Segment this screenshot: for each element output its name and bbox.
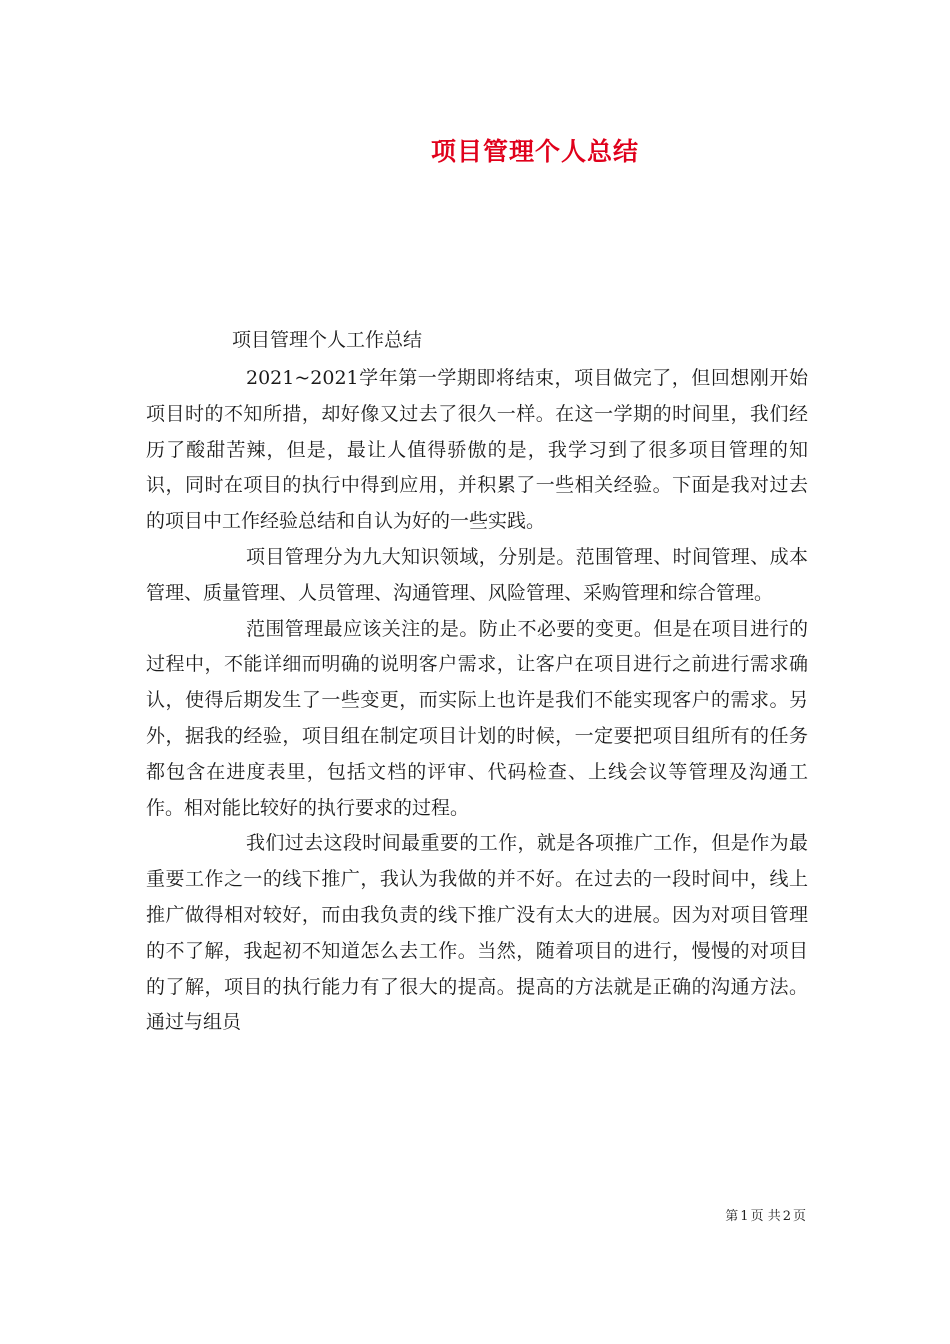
document-body xyxy=(146,361,808,1041)
paragraph-3: 范围管理最应该关注的是。防止不必要的变更。但是在项目进行的过程中，不能详细而明确的说明客户需求，让客户在项目进行之前进行需求确认，使得后期发生了一些变更，而实际上也许是我们不能实现客户的需求。另外，据我的经验，项目组在制定项目计划的时候，一定要把项目组所有的任务都包含在进度表里，包括文档的评审、代码检查、上线会议等管理及沟通工作。相对能比较好的执行要求的过程。 xyxy=(146,617,808,819)
document-title: 项目管理个人总结 xyxy=(430,137,639,166)
footer-suffix: 页 xyxy=(792,1209,806,1224)
document-subtitle: 项目管理个人工作总结 xyxy=(232,329,423,351)
page-footer xyxy=(724,1205,807,1224)
paragraph-1: 2021~2021学年第一学期即将结束，项目做完了，但回想刚开始项目时的不知所措，却好像又过去了很久一样。在这一学期的时间里，我们经历了酸甜苦辣，但是，最让人值得骄傲的是，我学习到了很多项目管理的知识，同时在项目的执行中得到应用，并积累了一些相关经验。下面是我对过去的项目中工作经验总结和自认为好的一些实践。 xyxy=(146,367,808,533)
footer-middle: 页 共 xyxy=(750,1209,781,1224)
footer-total-pages: 2 xyxy=(782,1209,791,1224)
paragraph-4: 我们过去这段时间最重要的工作，就是各项推广工作，但是作为最重要工作之一的线下推广，我认为我做的并不好。在过去的一段时间中，线上推广做得相对较好，而由我负责的线下推广没有太大的进展。因为对项目管理的不了解，我起初不知道怎么去工作。当然，随着项目的进行，慢慢的对项目的了解，项目的执行能力有了很大的提高。提高的方法就是正确的沟通方法。通过与组员 xyxy=(146,832,808,1034)
footer-current-page: 1 xyxy=(740,1209,749,1224)
footer-prefix: 第 xyxy=(725,1209,739,1224)
paragraph-2: 项目管理分为九大知识领域，分别是。范围管理、时间管理、成本管理、质量管理、人员管理、沟通管理、风险管理、采购管理和综合管理。 xyxy=(146,545,808,604)
